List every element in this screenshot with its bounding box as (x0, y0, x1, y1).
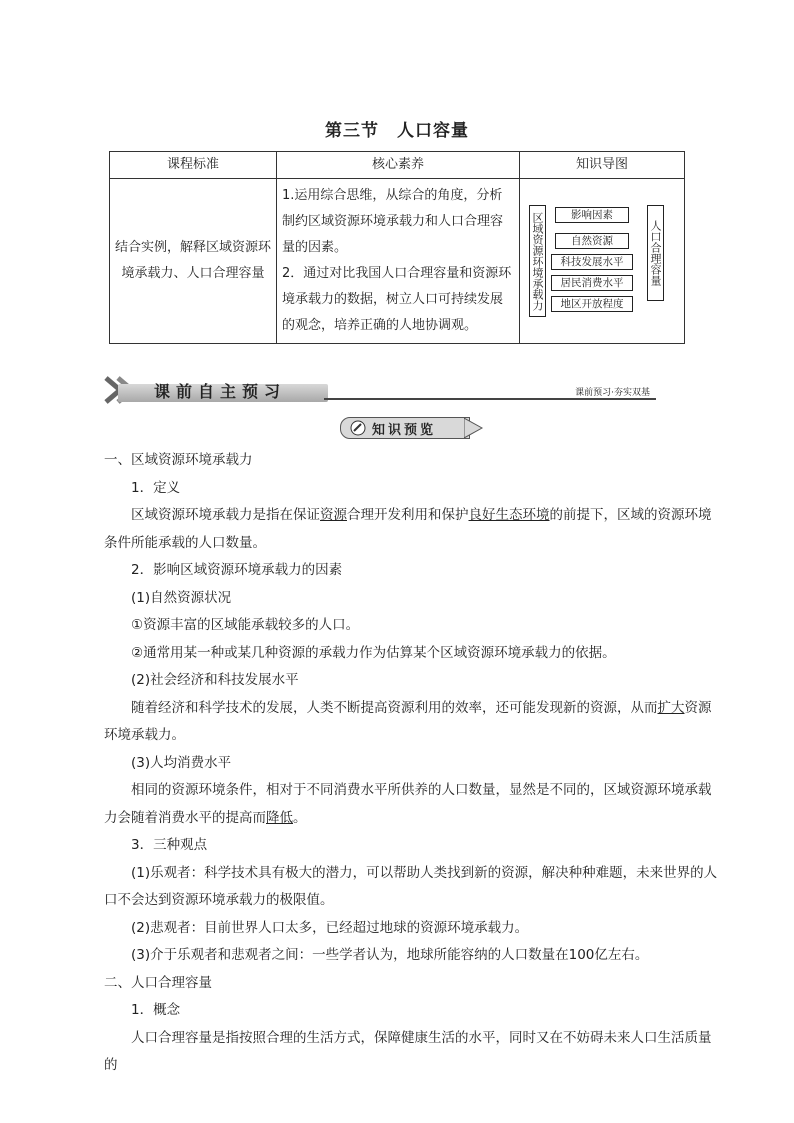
mindmap-item: 影响因素 (555, 207, 629, 223)
header-literacy: 核心素养 (277, 152, 520, 179)
viewpoint: (1)乐观者：科学技术具有极大的潜力，可以帮助人类找到新的资源，解决种种难题，未来世界的人口不会达到资源环境承载力的极限值。 (104, 864, 718, 908)
paragraph: 人口合理容量是指按照合理的生活方式，保障健康生活的水平，同时又在不妨碍未来人口生活质量的 (104, 1029, 712, 1073)
mindmap-right-box: 人口合理容量 (647, 205, 664, 301)
header-mindmap: 知识导图 (520, 152, 685, 179)
header-standard: 课程标准 (110, 152, 277, 179)
banner-subtitle: 课前预习·夯实双基 (575, 388, 650, 398)
mindmap-item: 科技发展水平 (551, 254, 633, 270)
banner-title: 课前自主预习 (154, 382, 287, 401)
pencil-icon (348, 418, 368, 438)
viewpoint: (3)介于乐观者和悲观者之间：一些学者认为，地球所能容纳的人口数量在100亿左右。 (131, 947, 649, 963)
blank-answer: 良好生态环境 (468, 507, 550, 523)
page-title: 第三节 人口容量 (325, 121, 469, 141)
item: (3)人均消费水平 (131, 754, 232, 771)
sub-banner-title: 知识预览 (372, 423, 437, 438)
main-content (104, 447, 718, 1080)
heading-1: 一、区域资源环境承载力 (104, 452, 253, 468)
item: (2)社会经济和科技发展水平 (131, 672, 299, 688)
sub-banner (340, 417, 485, 439)
mindmap-item: 地区开放程度 (551, 296, 633, 312)
heading-2: 二、人口合理容量 (104, 974, 212, 991)
paragraph: 相同的资源环境条件，相对于不同消费水平所供养的人口数量，显然是不同的，区域资源环境承载力会随着消费水平的提高而降低。 (104, 782, 712, 826)
blank-answer: 资源 (320, 507, 347, 523)
subheading: 2．影响区域资源环境承载力的因素 (131, 562, 343, 578)
mindmap-cell (520, 179, 685, 344)
subheading: 1．定义 (131, 479, 181, 496)
mindmap-item: 居民消费水平 (551, 275, 633, 291)
subheading: 1．概念 (131, 1002, 181, 1018)
section-banner (104, 374, 664, 404)
banner-divider (324, 398, 656, 400)
mindmap-item: 自然资源 (555, 233, 629, 249)
literacy-item-2: 2．通过对比我国人口合理容量和资源环境承载力的数据，树立人口可持续发展的观念，培养正确的人地协调观。 (282, 266, 512, 333)
viewpoint: (2)悲观者：目前世界人口太多，已经超过地球的资源环境承载力。 (131, 919, 529, 936)
blank-answer: 扩大 (657, 699, 685, 716)
mindmap (527, 201, 677, 321)
arrow-icon (464, 416, 486, 440)
mindmap-left-box: 区域资源环境承载力 (529, 205, 546, 317)
literacy-item-1: 1.运用综合思维，从综合的角度，分析制约区域资源环境承载力和人口合理容量的因素。 (282, 188, 504, 255)
paragraph: 随着经济和科学技术的发展，人类不断提高资源利用的效率，还可能发现新的资源，从而扩大资源环境承载力。 (104, 699, 712, 743)
blank-answer: 降低 (266, 809, 293, 826)
standard-cell: 结合实例，解释区域资源环境承载力、人口合理容量 (110, 179, 277, 344)
subheading: 3．三种观点 (131, 837, 208, 853)
item: ②通常用某一种或某几种资源的承载力作为估算某个区域资源环境承载力的依据。 (131, 644, 616, 661)
item: (1)自然资源状况 (131, 589, 232, 606)
item: ①资源丰富的区域能承载较多的人口。 (131, 617, 360, 633)
curriculum-table (109, 151, 685, 344)
literacy-cell (277, 179, 520, 344)
paragraph-definition: 区域资源环境承载力是指在保证资源合理开发利用和保护良好生态环境的前提下，区域的资源环境条件所能承载的人口数量。 (104, 507, 712, 551)
